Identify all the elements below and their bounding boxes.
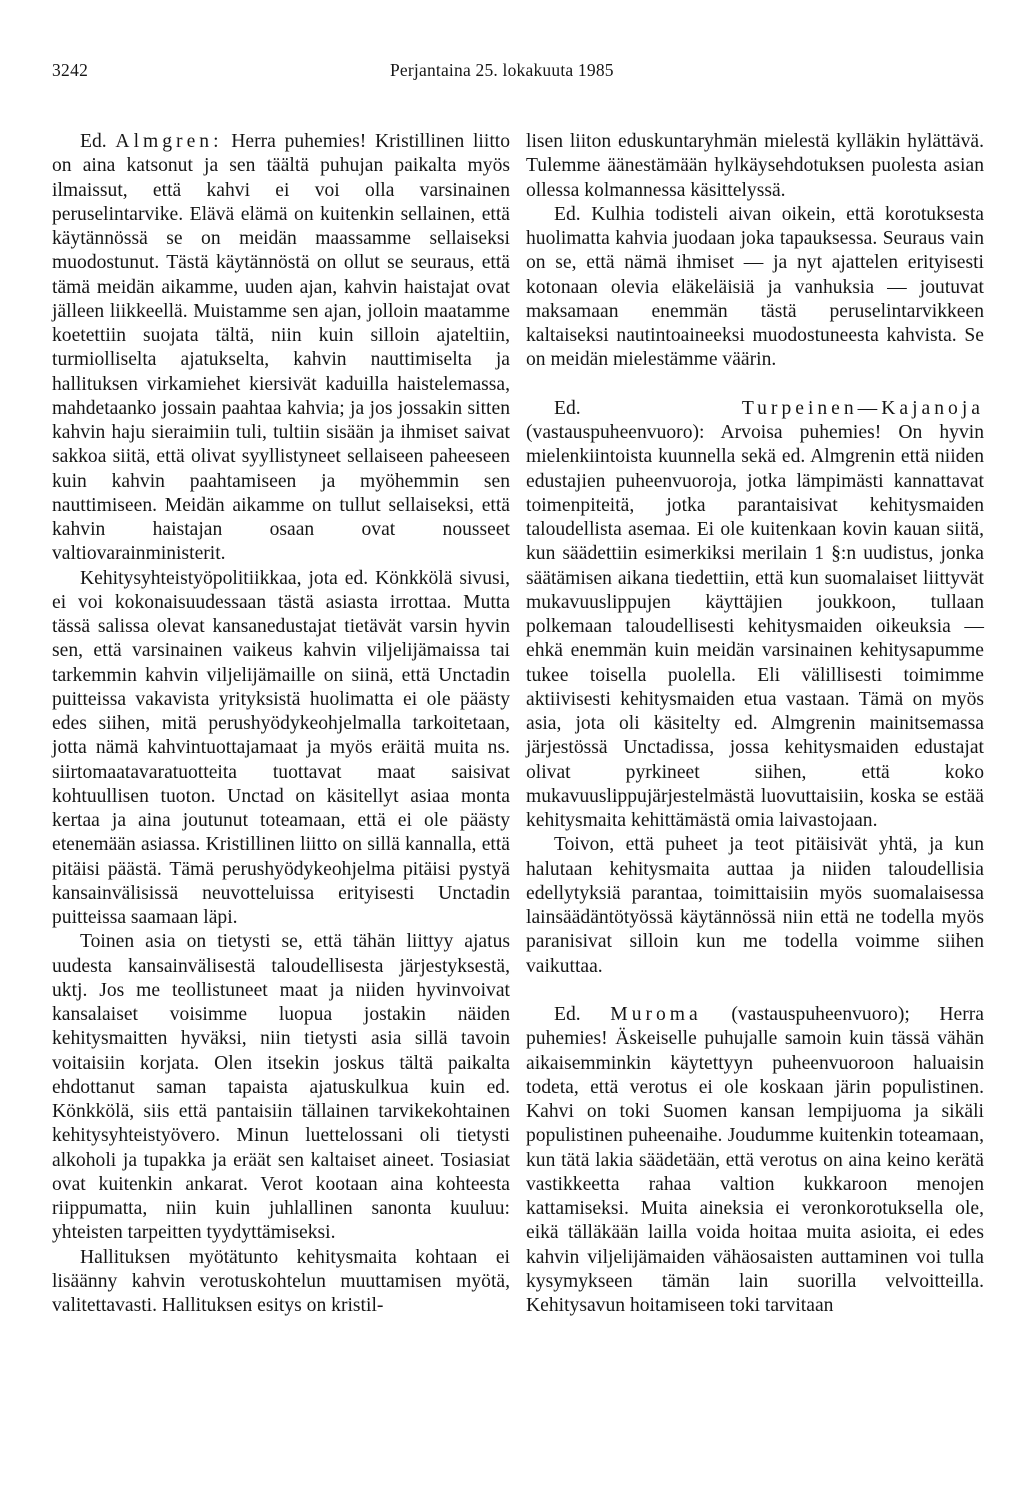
- speaker-prefix: Ed.: [80, 131, 116, 152]
- paragraph-turpeinen-kajanoja-speech: [526, 397, 984, 834]
- paragraph-text: (vastauspuheenvuoro); Herra puhemies! Äskeiselle puhujalle samoin kuin tässä vähän aikaisemminkin käytettyyn puheenvuoroon haluaisin todeta, että verotus ei ole koskaan järin populistinen. Kahvi on toki Suomen kansan lempijuoma ja sikäli populistinen puheenaihe. Joudumme kuitenkin toteamaan, kun tätä lakia säädetään, että verotus on aina keino kerätä vastikkeetta rahaa valtion kukkaroon menojen kattamiseksi. Muita aineksia ei veronkorotuksella ole, eikä tälläkään lailla voida hoitaa muita asioita, ei edes kahvin viljelijämaiden vähäosaisten auttaminen voi tulla kysymykseen tämän lain suorilla velvoitteilla. Kehitysavun hoitamiseen toki tarvitaan: [526, 1004, 985, 1316]
- paragraph-economic-order: Toinen asia on tietysti se, että tähän liittyy ajatus uudesta kansainvälisestä taloudellisesta järjestyksestä, uktj. Jos me teollistuneet maat ja niiden hyvinvoivat kansalaiset voisimme luopua jostakin näiden kehitysmaitten hyväksi, niin tietysti asia sillä tavoin voitaisiin korjata. Olen itsekin joskus tältä paikalta ehdottanut saman tapaista ajatuskulkua kuin ed. Könkkölä, siis että pantaisiin tällainen tarvikekohtainen kehitysyhteistyövero. Minun luettelossani oli tietysti alkoholi ja tupakka ja eräät sen kaltaiset aineet. Tosiasiat ovat kuitenkin ankarat. Verot kootaan aina kohteesta riippumatta, niin kuin juhlallinen sanonta kuuluu: yhteisten tarpeitten tyydyttämiseksi.: [52, 931, 510, 1244]
- right-column: [526, 130, 984, 1318]
- speaker-name-almgren: Almgren:: [115, 131, 223, 152]
- speaker-name-turpeinen-kajanoja: Turpeinen—Kajanoja: [741, 397, 984, 419]
- left-column: [52, 130, 510, 1318]
- page-number: 3242: [52, 60, 89, 80]
- paragraph-government-sympathy: Hallituksen myötätunto kehitysmaita kohtaan ei lisäänny kahvin verotuskohtelun muuttamisen myötä, valitettavasti. Hallituksen esitys on kristil-: [52, 1246, 510, 1316]
- speaker-name-muroma: Muroma: [610, 1004, 702, 1025]
- running-head-date: Perjantaina 25. lokakuuta 1985: [390, 60, 614, 80]
- paragraph-continuation: lisen liiton eduskuntaryhmän mielestä kylläkin hylättävä. Tulemme äänestämään hylkäysehdotuksen puolesta asian ollessa kolmannessa käsittelyssä.: [526, 131, 984, 201]
- paragraph-words-and-deeds: Toivon, että puheet ja teot pitäisivät yhtä, ja kun halutaan kehitysmaita auttaa ja niiden taloudellisia edellytyksiä parantaa, toimittaisiin myös suomalaisessa lainsäädäntötyössä käytännössä niin että ne todella myös paranisivat silloin kun me todella voimme siihen vaikuttaa.: [526, 834, 984, 977]
- paragraph-almgren-speech: [52, 130, 510, 567]
- paragraph-development-cooperation: Kehitysyhteistyöpolitiikkaa, jota ed. Könkkölä sivusi, ei voi kokonaisuudessaan tästä asiasta irrottaa. Mutta tässä salissa olevat kansanedustajat tietävät varsin hyvin sen, että varsinainen vaikeus kahvin viljelijämaissa tai tarkemmin kahvin viljelijämaille on siinä, että Unctadin puitteissa vakavista yrityksistä huolimatta ei ole päästy edes siihen, mitä perushyödykeohjelmalla tarkoitetaan, jotta nämä kahvintuottajamaat ja myös eräitä muita ns. siirtomaatavaratuotteita tuottavat maat saisivat kohtuullisen tuoton. Unctad on käsitellyt asiaa monta kertaa ja aina joutunut toteamaan, että ei ole päästy etenemään asiassa. Kristillinen liitto on sillä kannalla, että pitäisi päästä. Tämä perushyödykeohjelma pitäisi pystyä kansainvälisissä neuvotteluissa erityisesti Unctadin puitteissa saamaan läpi.: [52, 567, 510, 928]
- speaker-prefix: Ed.: [554, 1004, 611, 1025]
- paragraph-text: (vastauspuheenvuoro): Arvoisa puhemies! On hyvin mielenkiintoista kuunnella sekä ed. Almgrenin että niiden edustajien puheenvuoroja, jotka lämpimästi kannattavat toimenpiteitä, jotka parantaisivat kehitysmaiden taloudellista asemaa. Ei ole kuitenkaan kovin kauan siitä, kun säädettiin esimerkiksi merilain 1 §:n uudistus, jonka säätämisen aikana tiedettiin, että kun suomalaiset liittyvät mukavuuslippujen käyttäjien joukkoon, tullaan polkemaan taloudellisesti kehitysmaiden oikeuksia — ehkä enemmän kuin meidän varsinainen kehitysapumme tukee toisella puolella. Eli välillisesti toimimme aktiivisesti kehitysmaiden etua vastaan. Tämä on myös asia, jota oli käsitelty ed. Almgrenin mainitsemassa järjestössä Unctadissa, jossa kehitysmaiden edustajat olivat pyrkineet siihen, että koko mukavuuslippujärjestelmästä luovuttaisiin, koska se estää kehitysmaita kehittämästä omia laivastojaan.: [526, 422, 984, 831]
- paragraph-muroma-speech: [526, 1003, 984, 1318]
- paragraph-text: Herra puhemies! Kristillinen liitto on aina katsonut ja sen täältä puhujan paikalta myös ilmaissut, että kahvi ei voi olla varsinainen peruselintarvike. Elävä elämä on kuitenkin sellainen, että käytännössä se on meidän maassamme sellaiseksi muodostunut. Tästä käytännöstä on ollut se seuraus, että tämä meidän aikamme, uuden ajan, kahvin haistajat ovat jälleen liikkeellä. Muistamme sen ajan, jolloin maatamme koetettiin suojata tältä, niin kuin silloin ajateltiin, turmiolliselta ajatukselta, kahvin nauttimiselta ja hallituksen virkamiehet kiersivät kaduilla haistelemassa, mahdetaanko jossain paahtaa kahvia; ja jos jossakin sitten kahvin haju sieraimiin tuli, tultiin sisään ja ihmiset saivat sakkoa siitä, että olivat syyllistyneet sellaiseen paheeseen kuin kahvin paahtamiseen ja myöhemmin sen nauttimiseen. Meidän aikamme on tullut sellaiseksi, että kahvin haistajan osaan ovat nousseet valtiovarainministerit.: [52, 131, 511, 565]
- paragraph-kulhia-remark: Ed. Kulhia todisteli aivan oikein, että korotuksesta huolimatta kahvia juodaan joka tapauksessa. Seuraus vain on se, että nämä ihmiset — ja nyt ajattelen erityisesti kotonaan olevia eläkeläisiä ja vanhuksia — joutuvat maksamaan enemmän tästä peruselintarvikkeen kaltaiseksi nautintoaineeksi muodostuneesta kahvista. Se on meidän mielestämme väärin.: [526, 203, 984, 371]
- speaker-prefix: Ed.: [554, 397, 742, 419]
- page-header: [0, 60, 1024, 90]
